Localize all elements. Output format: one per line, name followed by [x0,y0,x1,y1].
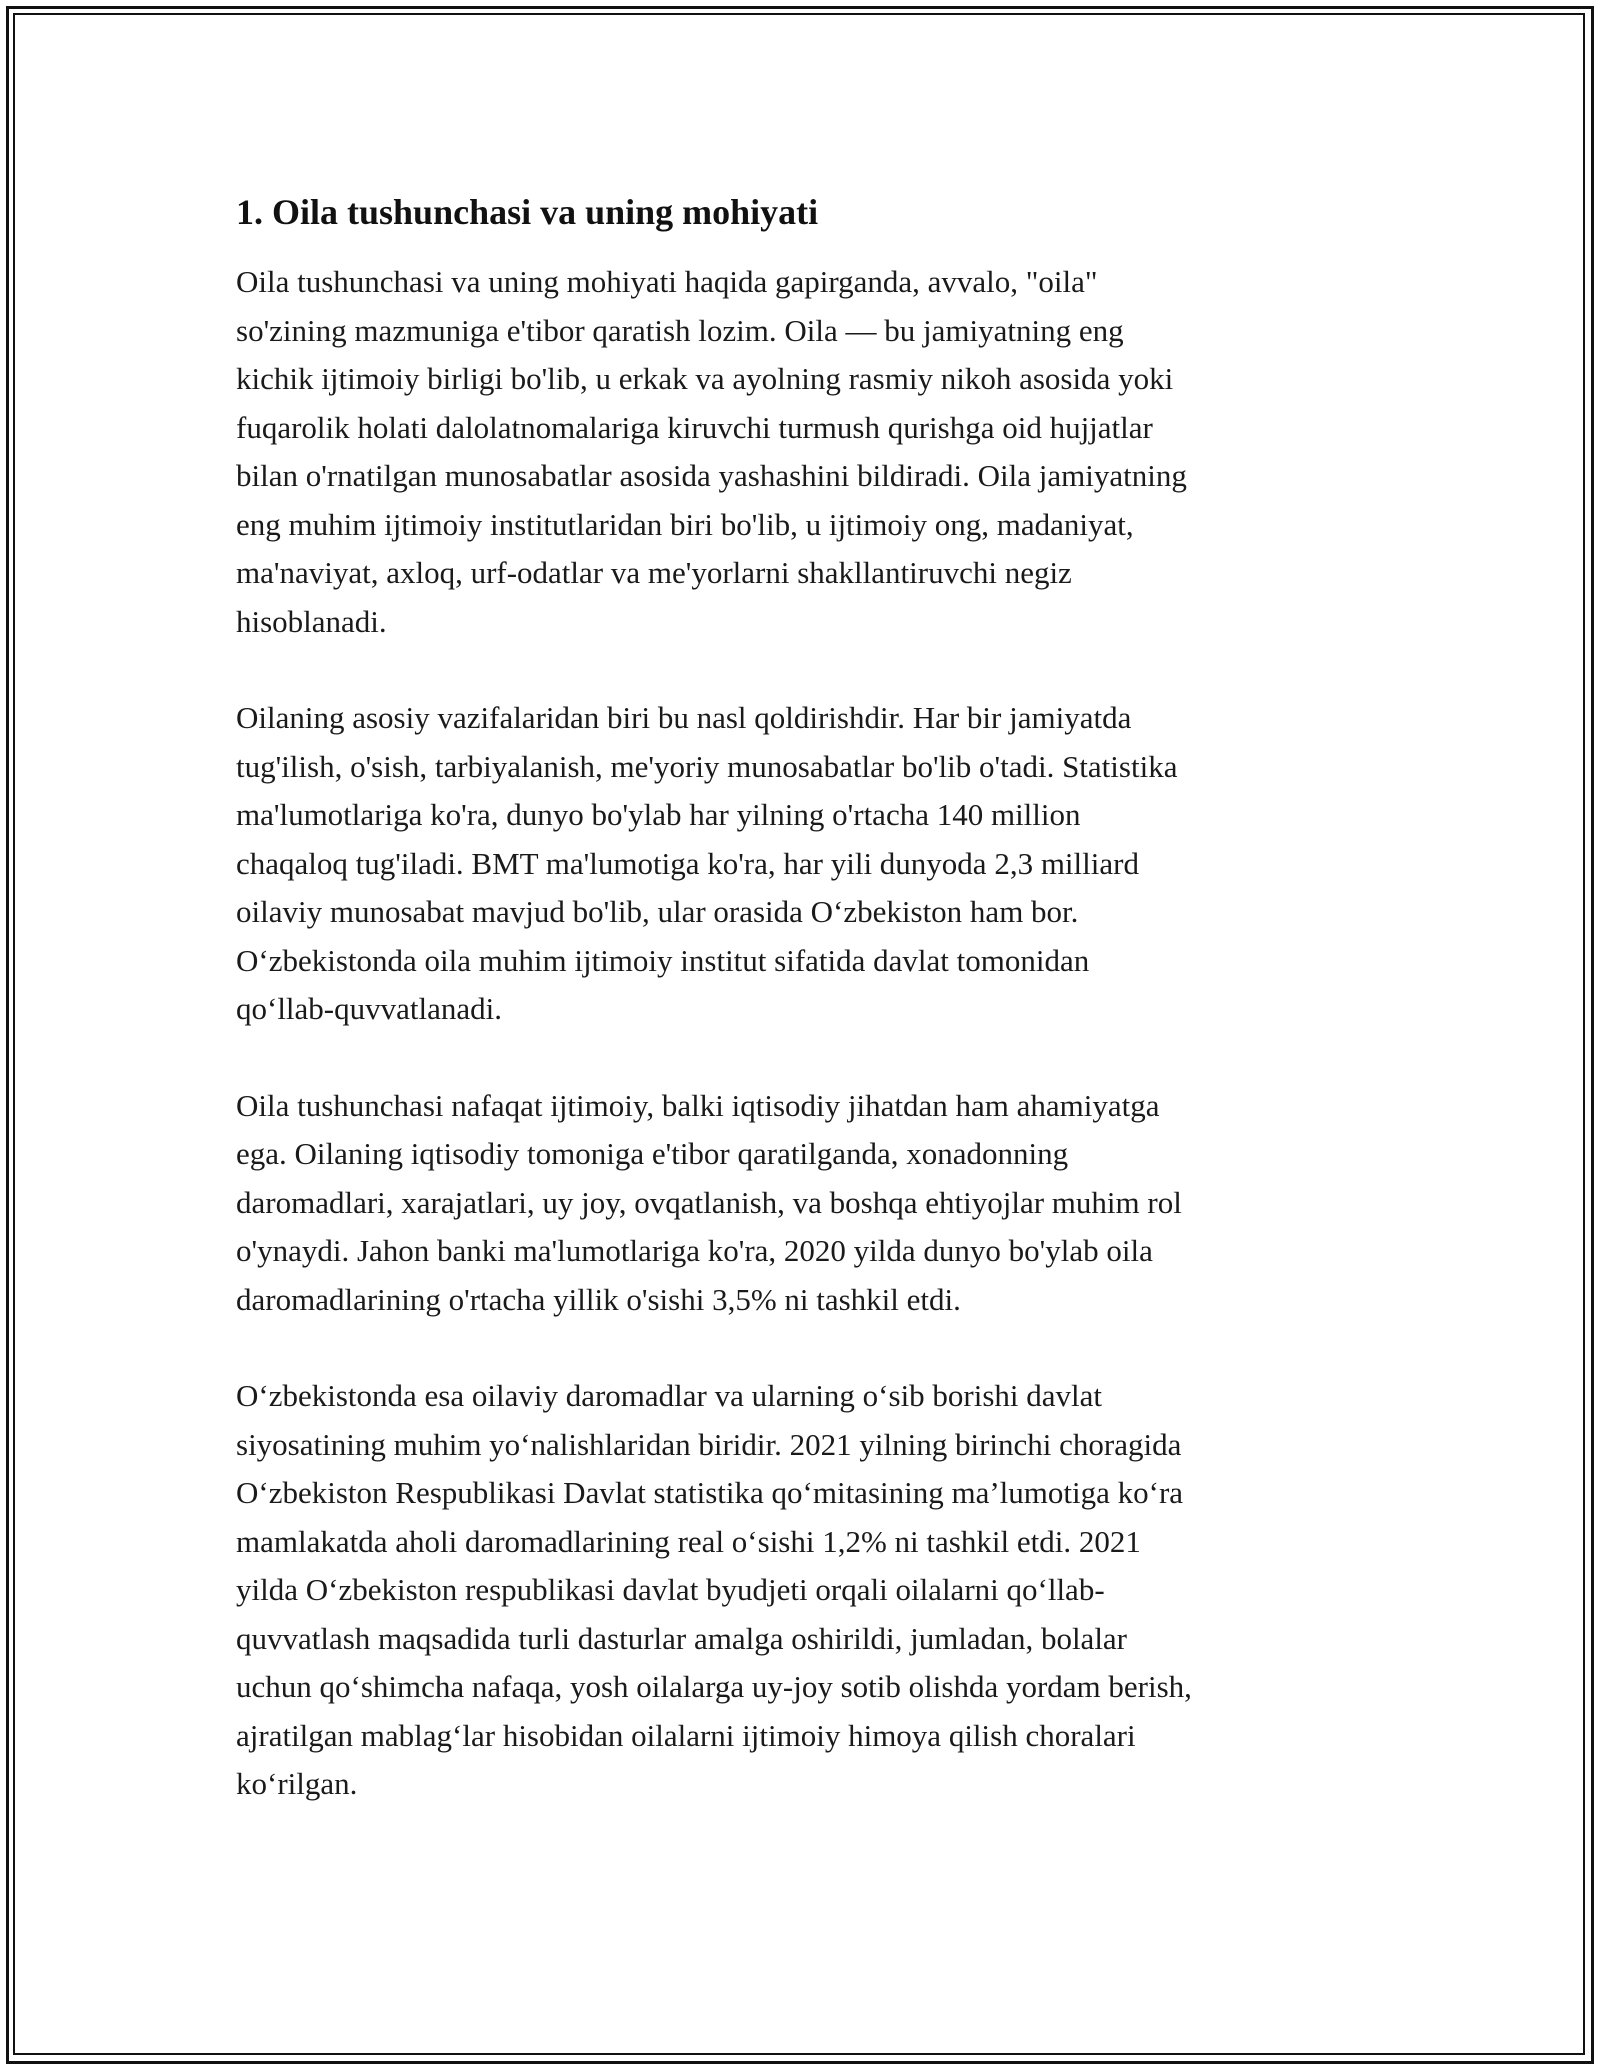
text-line: bilan o'rnatilgan munosabatlar asosida yashashini bildiradi. Oila jamiyatning [236,458,1187,493]
paragraph-3 [236,1082,1382,1325]
text-line: siyosatining muhim yo‘nalishlaridan biridir. 2021 yilning birinchi choragida [236,1426,1182,1462]
document-body [236,188,1382,1857]
text-line: ko‘rilgan. [236,1766,358,1801]
text-line: mamlakatda aholi daromadlarining real o‘sishi 1,2% ni tashkil etdi. 2021 [236,1523,1141,1559]
text-line: O‘zbekistonda oila muhim ijtimoiy institut sifatida davlat tomonidan [236,942,1090,978]
text-line: o'ynaydi. Jahon banki ma'lumotlariga ko'ra, 2020 yilda dunyo bo'ylab oila [236,1233,1153,1268]
text-line: kichik ijtimoiy birligi bo'lib, u erkak va ayolning rasmiy nikoh asosida yoki [236,361,1174,396]
text-line: yilda O‘zbekiston respublikasi davlat byudjeti orqali oilalarni qo‘llab- [236,1572,1105,1607]
text-line: O‘zbekistonda esa oilaviy daromadlar va ularning o‘sib borishi davlat [236,1378,1103,1413]
text-line: quvvatlash maqsadida turli dasturlar amalga oshirildi, jumladan, bolalar [236,1620,1128,1656]
paragraph-4 [236,1372,1382,1809]
text-line: chaqaloq tug'iladi. BMT ma'lumotiga ko'ra, har yili dunyoda 2,3 milliard [236,845,1139,881]
text-line: hisoblanadi. [236,603,387,639]
text-line: uchun qo‘shimcha nafaqa, yosh oilalarga uy-joy sotib olishda yordam berish, [236,1669,1192,1704]
text-line: ma'lumotlariga ko'ra, dunyo bo'ylab har yilning o'rtacha 140 million [236,797,1081,832]
text-line: Oila tushunchasi va uning mohiyati haqida gapirganda, avvalo, "oila" [236,264,1098,299]
text-line: fuqarolik holati dalolatnomalariga kiruvchi turmush qurishga oid hujjatlar [236,409,1153,445]
text-line: oilaviy munosabat mavjud bo'lib, ular orasida O‘zbekiston ham bor. [236,894,1079,929]
text-line: so'zining mazmuniga e'tibor qaratish lozim. Oila — bu jamiyatning eng [236,312,1124,348]
text-line: tug'ilish, o'sish, tarbiyalanish, me'yoriy munosabatlar bo'lib o'tadi. Statistika [236,748,1178,784]
text-line: ega. Oilaning iqtisodiy tomoniga e'tibor qaratilganda, xonadonning [236,1136,1069,1171]
paragraph-2 [236,694,1382,1034]
text-line: ajratilgan mablag‘lar hisobidan oilalarni ijtimoiy himoya qilish choralari [236,1717,1136,1753]
text-line: ma'naviyat, axloq, urf-odatlar va me'yorlarni shakllantiruvchi negiz [236,555,1072,590]
text-line: qo‘llab-quvvatlanadi. [236,991,502,1026]
text-line: Oila tushunchasi nafaqat ijtimoiy, balki iqtisodiy jihatdan ham ahamiyatga [236,1087,1160,1123]
section-heading: 1. Oila tushunchasi va uning mohiyati [236,192,819,232]
text-line: daromadlarining o'rtacha yillik o'sishi 3,5% ni tashkil etdi. [236,1281,961,1317]
paragraph-1 [236,258,1382,646]
text-line: daromadlari, xarajatlari, uy joy, ovqatlanish, va boshqa ehtiyojlar muhim rol [236,1184,1182,1220]
text-line: eng muhim ijtimoiy institutlaridan biri bo'lib, u ijtimoiy ong, madaniyat, [236,506,1134,542]
text-line: O‘zbekiston Respublikasi Davlat statistika qo‘mitasining ma’lumotiga ko‘ra [236,1475,1184,1510]
text-line: Oilaning asosiy vazifalaridan biri bu nasl qoldirishdir. Har bir jamiyatda [236,700,1132,735]
